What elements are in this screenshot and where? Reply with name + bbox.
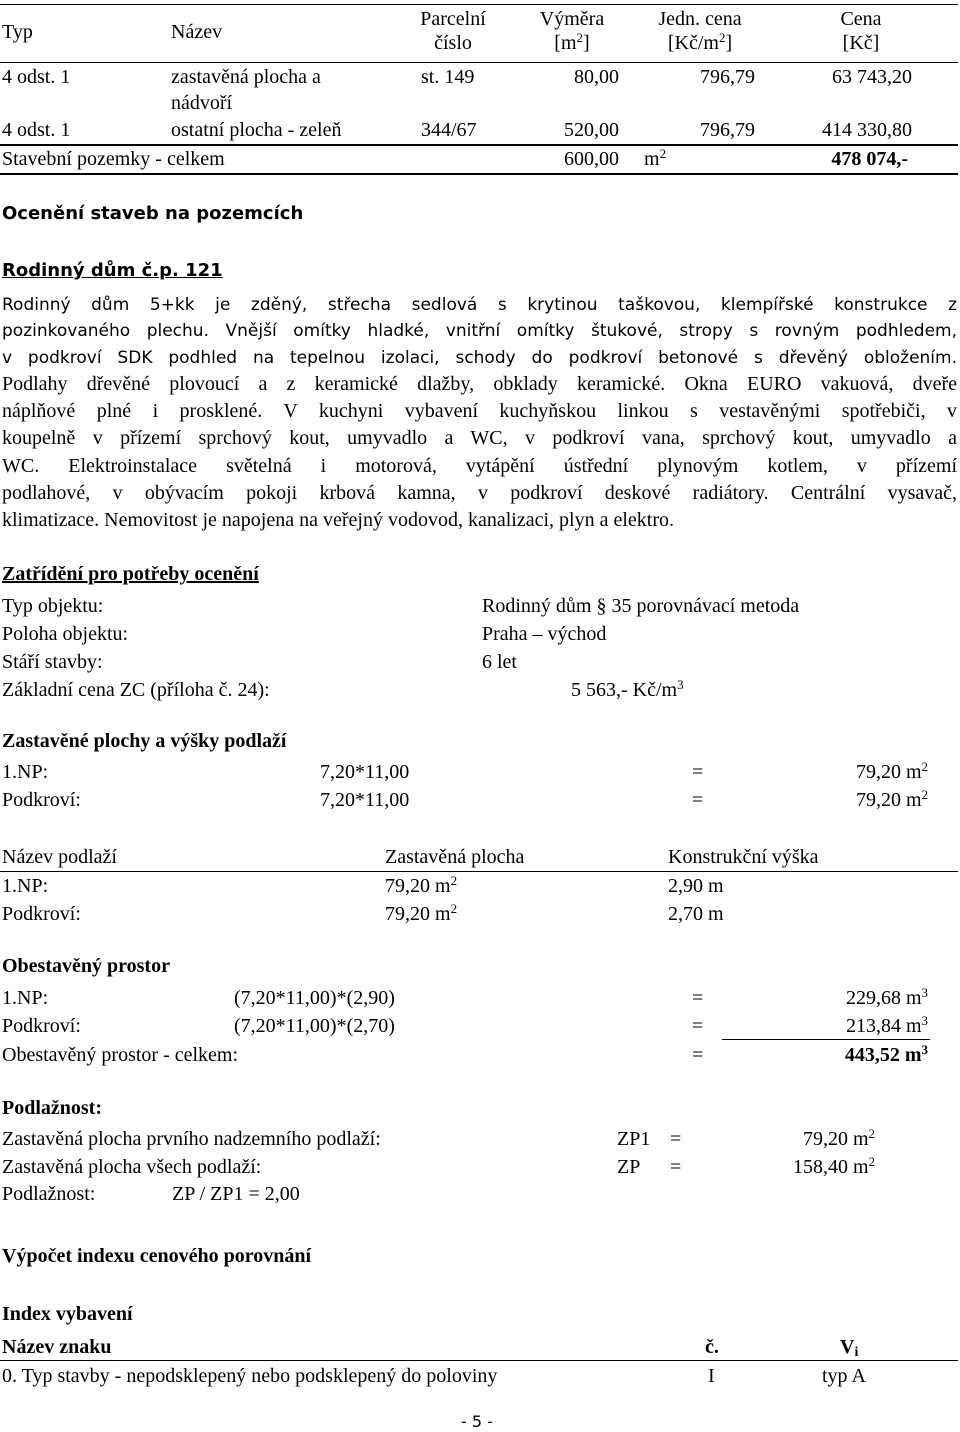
built-area-value: 79,20 $m^2$ bbox=[855, 759, 928, 783]
index-header-rule bbox=[0, 1360, 958, 1361]
built-area-value: 79,20 $m^2$ bbox=[855, 787, 928, 811]
total-rule-bottom bbox=[0, 173, 958, 175]
total-label: Stavební pozemky - celkem bbox=[2, 148, 225, 170]
description-line: koupelně v přízemí sprchový kout, umyvadlo a WC, v podkroví vana, sprchový kout, umyvadlo a bbox=[2, 427, 957, 449]
table-row bbox=[0, 63, 958, 117]
header-vymera: Výměra $[m^2]$ bbox=[539, 8, 605, 54]
row-typ: 4 odst. 1 bbox=[2, 66, 71, 88]
index-header-name: Název znaku bbox=[2, 1336, 112, 1358]
floor-ratio-result-label: Podlažnost: bbox=[2, 1183, 96, 1205]
floors-header-name: Název podlaží bbox=[2, 846, 117, 868]
total-area: 600,00 bbox=[564, 148, 619, 170]
row-nazev-line1: ostatní plocha - zeleň bbox=[171, 119, 342, 141]
classification-value: Rodinný dům § 35 porovnávací metoda bbox=[482, 595, 800, 617]
description-line: v podkroví SDK podhled na tepelnou izolaci, schody do podkroví betonové s dřevěný obložením. bbox=[2, 348, 957, 368]
description-line: klimatizace. Nemovitost je napojena na veřejný vodovod, kanalizaci, plyn a elektro. bbox=[2, 509, 674, 531]
floor-height: 2,70 m bbox=[668, 903, 724, 925]
classification-label: Stáří stavby: bbox=[2, 651, 103, 673]
equipment-index-heading: Index vybavení bbox=[2, 1303, 133, 1325]
row-nazev-line1: zastavěná plocha a bbox=[171, 66, 321, 88]
volume-formula: (7,20*11,00)*(2,70) bbox=[234, 1015, 395, 1037]
row-parcel: 344/67 bbox=[421, 119, 477, 141]
floor-height: 2,90 m bbox=[668, 875, 724, 897]
row-cena: 414 330,80 bbox=[822, 119, 912, 141]
description-line: WC. Elektroinstalace světelná i motorová, vytápění ústřední plynovým kotlem, v přízemí bbox=[2, 455, 957, 477]
description-line: Rodinný dům 5+kk je zděný, střecha sedlová s krytinou taškovou, klempířské konstrukce z bbox=[2, 295, 957, 315]
volume-total-equals: = bbox=[692, 1044, 704, 1066]
row-vymera: 80,00 bbox=[574, 66, 619, 88]
built-area-formula: 7,20*11,00 bbox=[320, 761, 410, 783]
volume-label: Podkroví: bbox=[2, 1015, 81, 1037]
floor-ratio-equals: = bbox=[670, 1128, 682, 1150]
row-parcel: st. 149 bbox=[421, 66, 475, 88]
total-price: 478 074,- bbox=[831, 148, 908, 170]
row-vymera: 520,00 bbox=[564, 119, 619, 141]
floor-ratio-heading: Podlažnost: bbox=[2, 1097, 102, 1119]
row-jedn-cena: 796,79 bbox=[700, 119, 755, 141]
floors-header-rule bbox=[0, 871, 958, 872]
volume-total-label: Obestavěný prostor - celkem: bbox=[2, 1044, 239, 1066]
row-typ: 4 odst. 1 bbox=[2, 119, 71, 141]
volume-equals: = bbox=[692, 987, 704, 1009]
floor-name: 1.NP: bbox=[2, 875, 49, 897]
floor-ratio-result-value: ZP / ZP1 = 2,00 bbox=[172, 1183, 300, 1205]
description-line: pozinkovaného plechu. Vnější omítky hladké, vnitřní omítky štukové, stropy s rovným podhledem, bbox=[2, 321, 957, 341]
volume-heading: Obestavěný prostor bbox=[2, 955, 170, 977]
built-area-equals: = bbox=[692, 789, 704, 811]
index-row-name: 0. Typ stavby - nepodsklepený nebo podsklepený do poloviny bbox=[2, 1365, 498, 1387]
base-price-label: Základní cena ZC (příloha č. 24): bbox=[2, 679, 270, 701]
floors-header-height: Konstrukční výška bbox=[668, 846, 819, 868]
index-header-no: č. bbox=[705, 1336, 719, 1358]
description-line: Podlahy dřevěné plovoucí a z keramické dlažby, obklady keramické. Okna EURO vakuová, dveře bbox=[2, 373, 957, 395]
classification-heading: Zatřídění pro potřeby ocenění bbox=[2, 563, 259, 585]
floor-ratio-value: 158,40 $m^2$ bbox=[792, 1154, 875, 1178]
header-typ: Typ bbox=[2, 21, 33, 43]
volume-equals: = bbox=[692, 1015, 704, 1037]
floor-ratio-value: 79,20 $m^2$ bbox=[802, 1126, 875, 1150]
volume-sum-rule bbox=[722, 1039, 930, 1040]
header-parcel: Parcelní číslo bbox=[420, 8, 486, 54]
built-areas-heading: Zastavěné plochy a výšky podlaží bbox=[2, 730, 287, 752]
description-line: podlahové, v obývacím pokoji krbová kamna, v podkroví deskové radiátory. Centrální vysavač, bbox=[2, 482, 957, 504]
classification-label: Typ objektu: bbox=[2, 595, 104, 617]
built-area-equals: = bbox=[692, 761, 704, 783]
volume-value: 229,68 $m^3$ bbox=[845, 985, 928, 1009]
floor-ratio-label: Zastavěná plocha prvního nadzemního podlaží: bbox=[2, 1128, 381, 1150]
volume-formula: (7,20*11,00)*(2,90) bbox=[234, 987, 395, 1009]
table-top-rule bbox=[0, 4, 958, 5]
base-price-value: 5 563,- $Kč/m^3$ bbox=[571, 677, 684, 701]
classification-label: Poloha objektu: bbox=[2, 623, 129, 645]
description-line: náplňové plné i prosklené. V kuchyni vybavení kuchyňskou linkou s vestavěnými spotřebiči, v bbox=[2, 400, 957, 422]
header-nazev: Název bbox=[171, 21, 223, 43]
row-nazev-line2: nádvoří bbox=[171, 92, 233, 114]
volume-label: 1.NP: bbox=[2, 987, 49, 1009]
floor-ratio-code: ZP bbox=[617, 1156, 641, 1178]
table-row bbox=[0, 117, 958, 143]
floors-header-area: Zastavěná plocha bbox=[385, 846, 525, 868]
volume-value: 213,84 $m^3$ bbox=[845, 1013, 928, 1037]
index-header-vi: Vi bbox=[840, 1336, 859, 1360]
table-row bbox=[0, 1363, 958, 1389]
row-cena: 63 743,20 bbox=[832, 66, 912, 88]
index-row-vi: typ A bbox=[822, 1365, 866, 1387]
building-title: Rodinný dům č.p. 121 bbox=[2, 260, 223, 281]
section-heading: Ocenění staveb na pozemcích bbox=[2, 203, 304, 224]
row-jedn-cena: 796,79 bbox=[700, 66, 755, 88]
total-unit: $m^2$ bbox=[644, 146, 667, 170]
classification-value: Praha – východ bbox=[482, 623, 607, 645]
built-area-label: 1.NP: bbox=[2, 761, 49, 783]
floor-area: 79,20 $m^2$ bbox=[385, 901, 458, 925]
header-jedn-cena: Jedn. cena $[Kč/m^2]$ bbox=[658, 8, 742, 54]
built-area-label: Podkroví: bbox=[2, 789, 81, 811]
floor-ratio-label: Zastavěná plocha všech podlaží: bbox=[2, 1156, 262, 1178]
volume-total-value: 443,52 $m^3$ bbox=[844, 1042, 928, 1066]
built-area-formula: 7,20*11,00 bbox=[320, 789, 410, 811]
header-cena: Cena [Kč] bbox=[840, 8, 882, 54]
price-index-heading: Výpočet indexu cenového porovnání bbox=[2, 1245, 312, 1267]
floor-ratio-code: ZP1 bbox=[617, 1128, 651, 1150]
floor-ratio-equals: = bbox=[670, 1156, 682, 1178]
floor-area: 79,20 $m^2$ bbox=[385, 873, 458, 897]
page-number: - 5 - bbox=[461, 1412, 493, 1431]
floor-name: Podkroví: bbox=[2, 903, 81, 925]
index-row-no: I bbox=[708, 1365, 715, 1387]
total-rule-top bbox=[0, 144, 958, 146]
classification-value: 6 let bbox=[482, 651, 517, 673]
